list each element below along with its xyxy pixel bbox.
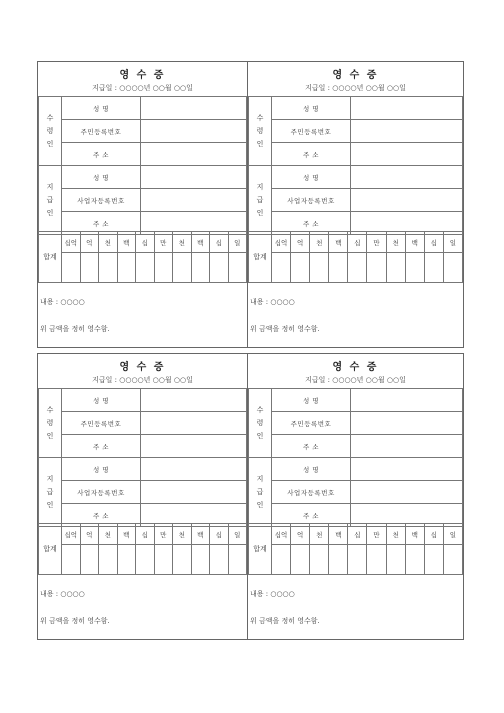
recipient-label: 수 령 인 [249, 389, 272, 458]
amount-table [248, 231, 463, 283]
digit-cell[interactable] [329, 545, 348, 575]
digit-cell[interactable] [310, 545, 329, 575]
content-line: 내용 : ○○○○ [250, 298, 295, 306]
content-line: 내용 : ○○○○ [40, 590, 85, 598]
digit-cell[interactable] [367, 253, 386, 283]
receipt-left [38, 354, 248, 639]
digit-cell[interactable] [136, 253, 155, 283]
digit-label: 천 [173, 524, 192, 545]
digit-cell[interactable] [291, 545, 310, 575]
digit-cell[interactable] [424, 253, 443, 283]
recipient-id-field[interactable] [141, 412, 247, 435]
digit-label: 천 [310, 232, 329, 253]
name-label: 성 명 [62, 166, 141, 189]
payer-name-field[interactable] [141, 166, 247, 189]
recipient-address-field[interactable] [141, 143, 247, 166]
payer-name-field[interactable] [141, 458, 247, 481]
digit-cell[interactable] [173, 253, 192, 283]
digit-label: 십억 [272, 232, 291, 253]
digit-label: 천 [99, 232, 118, 253]
digit-label: 만 [154, 524, 173, 545]
digit-label: 백 [329, 524, 348, 545]
digit-cell[interactable] [272, 545, 291, 575]
name-label: 성 명 [272, 389, 351, 412]
confirm-line: 위 금액을 정히 영수함. [250, 325, 320, 333]
name-label: 성 명 [272, 166, 351, 189]
resident-id-label: 주민등록번호 [62, 120, 141, 143]
digit-label: 만 [367, 524, 386, 545]
digit-label: 백 [405, 524, 424, 545]
recipient-id-field[interactable] [351, 412, 463, 435]
receipt-title: 영 수 증 [119, 362, 166, 373]
digit-cell[interactable] [329, 253, 348, 283]
address-label: 주 소 [272, 212, 351, 235]
amount-table [248, 523, 463, 575]
payer-business-id-field[interactable] [351, 189, 463, 212]
amount-table [38, 231, 247, 283]
name-label: 성 명 [62, 97, 141, 120]
digit-label: 십억 [272, 524, 291, 545]
digit-cell[interactable] [348, 545, 367, 575]
digit-label: 백 [117, 524, 136, 545]
recipient-address-field[interactable] [141, 435, 247, 458]
digit-label: 천 [173, 232, 192, 253]
recipient-name-field[interactable] [351, 389, 463, 412]
digit-label: 만 [154, 232, 173, 253]
recipient-id-field[interactable] [141, 120, 247, 143]
business-id-label: 사업자등록번호 [272, 481, 351, 504]
digit-label: 십 [210, 524, 229, 545]
resident-id-label: 주민등록번호 [272, 120, 351, 143]
business-id-label: 사업자등록번호 [272, 189, 351, 212]
receipt-title: 영 수 증 [119, 70, 166, 81]
confirm-line: 위 금액을 정히 영수함. [40, 325, 110, 333]
recipient-name-field[interactable] [141, 97, 247, 120]
address-label: 주 소 [62, 504, 141, 527]
party-table [248, 96, 463, 235]
name-label: 성 명 [272, 458, 351, 481]
digit-cell[interactable] [62, 545, 81, 575]
amount-table [38, 523, 247, 575]
digit-label: 백 [191, 524, 210, 545]
receipt-left [38, 62, 248, 347]
digit-cell[interactable] [291, 253, 310, 283]
digit-cell[interactable] [310, 253, 329, 283]
digit-label: 백 [191, 232, 210, 253]
digit-cell[interactable] [386, 545, 405, 575]
digit-cell[interactable] [191, 253, 210, 283]
digit-cell[interactable] [367, 545, 386, 575]
payer-name-field[interactable] [351, 166, 463, 189]
recipient-address-field[interactable] [351, 143, 463, 166]
payer-label: 지 급 인 [39, 458, 62, 527]
digit-label: 천 [99, 524, 118, 545]
payment-date: 지급일 : ○○○○년 ○○월 ○○일 [305, 376, 406, 384]
digit-cell[interactable] [228, 545, 247, 575]
business-id-label: 사업자등록번호 [62, 481, 141, 504]
digit-label: 백 [405, 232, 424, 253]
party-table [38, 96, 247, 235]
digit-cell[interactable] [443, 545, 462, 575]
digit-cell[interactable] [99, 253, 118, 283]
digit-cell[interactable] [117, 545, 136, 575]
digit-label: 일 [228, 232, 247, 253]
payer-business-id-field[interactable] [141, 481, 247, 504]
digit-label: 억 [80, 524, 99, 545]
digit-label: 십 [136, 524, 155, 545]
digit-label: 일 [443, 524, 462, 545]
address-label: 주 소 [62, 212, 141, 235]
digit-cell[interactable] [228, 253, 247, 283]
name-label: 성 명 [62, 458, 141, 481]
digit-label: 십억 [62, 232, 81, 253]
digit-cell[interactable] [210, 545, 229, 575]
digit-cell[interactable] [210, 253, 229, 283]
digit-label: 십 [136, 232, 155, 253]
digit-cell[interactable] [348, 253, 367, 283]
digit-label: 천 [386, 232, 405, 253]
digit-label: 만 [367, 232, 386, 253]
address-label: 주 소 [62, 435, 141, 458]
receipt-sheet-2 [37, 353, 464, 640]
receipt-title: 영 수 증 [332, 70, 379, 81]
digit-cell[interactable] [80, 253, 99, 283]
digit-cell[interactable] [424, 545, 443, 575]
digit-label: 일 [228, 524, 247, 545]
payer-name-field[interactable] [351, 458, 463, 481]
recipient-address-field[interactable] [351, 435, 463, 458]
digit-cell[interactable] [173, 545, 192, 575]
digit-cell[interactable] [272, 253, 291, 283]
digit-cell[interactable] [99, 545, 118, 575]
payment-date: 지급일 : ○○○○년 ○○월 ○○일 [305, 84, 406, 92]
receipt-title: 영 수 증 [332, 362, 379, 373]
payment-date: 지급일 : ○○○○년 ○○월 ○○일 [92, 84, 193, 92]
digit-cell[interactable] [117, 253, 136, 283]
recipient-label: 수 령 인 [39, 389, 62, 458]
payment-date: 지급일 : ○○○○년 ○○월 ○○일 [92, 376, 193, 384]
address-label: 주 소 [272, 143, 351, 166]
digit-cell[interactable] [405, 545, 424, 575]
digit-label: 십 [348, 524, 367, 545]
digit-label: 십 [348, 232, 367, 253]
digit-label: 일 [443, 232, 462, 253]
payer-label: 지 급 인 [249, 166, 272, 235]
payer-business-id-field[interactable] [351, 481, 463, 504]
resident-id-label: 주민등록번호 [272, 412, 351, 435]
digit-label: 천 [386, 524, 405, 545]
recipient-id-field[interactable] [351, 120, 463, 143]
content-line: 내용 : ○○○○ [40, 298, 85, 306]
receipt-right [248, 354, 463, 639]
digit-cell[interactable] [191, 545, 210, 575]
address-label: 주 소 [272, 504, 351, 527]
payer-label: 지 급 인 [249, 458, 272, 527]
digit-label: 백 [117, 232, 136, 253]
payer-label: 지 급 인 [39, 166, 62, 235]
address-label: 주 소 [272, 435, 351, 458]
confirm-line: 위 금액을 정히 영수함. [40, 617, 110, 625]
digit-label: 억 [291, 524, 310, 545]
recipient-name-field[interactable] [141, 389, 247, 412]
name-label: 성 명 [272, 97, 351, 120]
total-label: 합계 [39, 524, 62, 575]
payer-business-id-field[interactable] [141, 189, 247, 212]
party-table [248, 388, 463, 527]
digit-label: 십 [210, 232, 229, 253]
digit-label: 십억 [62, 524, 81, 545]
digit-cell[interactable] [80, 545, 99, 575]
receipt-right [248, 62, 463, 347]
digit-cell[interactable] [154, 253, 173, 283]
recipient-name-field[interactable] [351, 97, 463, 120]
digit-label: 백 [329, 232, 348, 253]
digit-label: 억 [291, 232, 310, 253]
receipt-sheet-1 [37, 61, 464, 348]
business-id-label: 사업자등록번호 [62, 189, 141, 212]
total-label: 합계 [249, 524, 272, 575]
digit-cell[interactable] [62, 253, 81, 283]
resident-id-label: 주민등록번호 [62, 412, 141, 435]
digit-cell[interactable] [386, 253, 405, 283]
digit-label: 십 [424, 524, 443, 545]
party-table [38, 388, 247, 527]
confirm-line: 위 금액을 정히 영수함. [250, 617, 320, 625]
total-label: 합계 [39, 232, 62, 283]
digit-cell[interactable] [136, 545, 155, 575]
address-label: 주 소 [62, 143, 141, 166]
content-line: 내용 : ○○○○ [250, 590, 295, 598]
digit-label: 천 [310, 524, 329, 545]
recipient-label: 수 령 인 [39, 97, 62, 166]
digit-label: 십 [424, 232, 443, 253]
name-label: 성 명 [62, 389, 141, 412]
recipient-label: 수 령 인 [249, 97, 272, 166]
digit-cell[interactable] [443, 253, 462, 283]
digit-cell[interactable] [405, 253, 424, 283]
digit-label: 억 [80, 232, 99, 253]
total-label: 합계 [249, 232, 272, 283]
digit-cell[interactable] [154, 545, 173, 575]
